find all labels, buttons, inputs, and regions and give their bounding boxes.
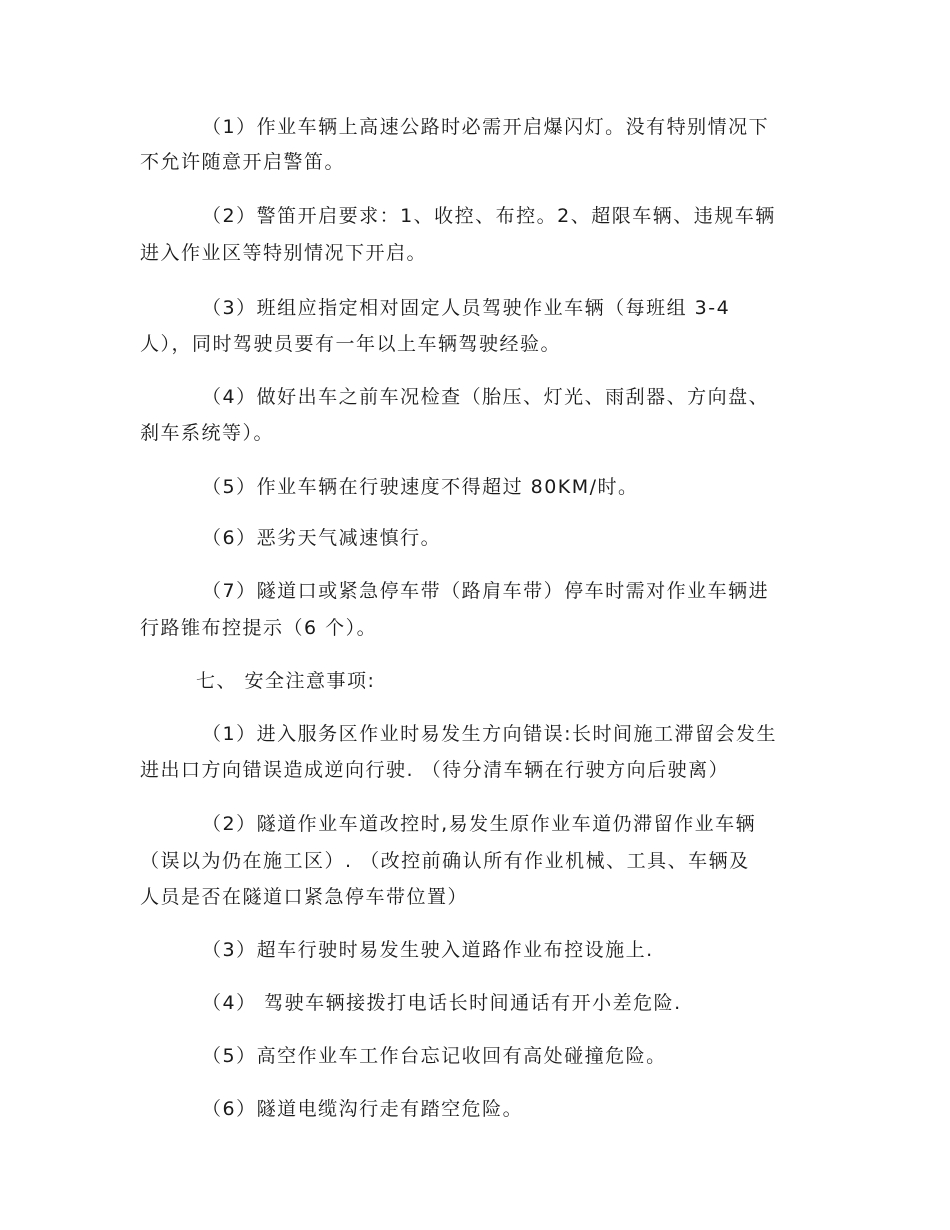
text-line: 刹车系统等）。	[140, 422, 275, 444]
text-line: （5）高空作业车工作台忘记收回有高处碰撞危险。	[202, 1045, 667, 1067]
text-line: （4） 驾驶车辆接拨打电话长时间通话有开小差危险.	[202, 992, 682, 1014]
section-heading: 七、 安全注意事项:	[196, 670, 376, 692]
text-line: （1）作业车辆上高速公路时必需开启爆闪灯。没有特别情况下	[202, 116, 770, 138]
text-line: （7）隧道口或紧急停车带（路肩车带）停车时需对作业车辆进	[202, 580, 770, 602]
text-line: （3）班组应指定相对固定人员驾驶作业车辆（每班组 3-4	[202, 297, 731, 319]
text-line: 不允许随意开启警笛。	[140, 151, 346, 173]
text-line: 进入作业区等特别情况下开启。	[140, 242, 428, 264]
text-line: （2）警笛开启要求：1、收控、布控。2、超限车辆、违规车辆	[202, 205, 776, 227]
text-line: （4）做好出车之前车况检查（胎压、灯光、雨刮器、方向盘、	[202, 386, 770, 408]
text-line: （6）隧道电缆沟行走有踏空危险。	[202, 1098, 524, 1120]
text-line: 人），同时驾驶员要有一年以上车辆驾驶经验。	[140, 333, 562, 355]
text-line: （5）作业车辆在行驶速度不得超过 80KM/时。	[202, 476, 639, 498]
text-line: 行路锥布控提示（6 个）。	[140, 617, 378, 639]
text-line: （误以为仍在施工区）. （改控前确认所有作业机械、工具、车辆及	[140, 850, 750, 872]
text-line: （2）隧道作业车道改控时,易发生原作业车道仍滞留作业车辆	[202, 813, 757, 835]
text-line: 人员是否在隧道口紧急停车带位置）	[140, 886, 469, 908]
text-line: （3）超车行驶时易发生驶入道路作业布控设施上.	[202, 939, 654, 961]
text-line: （6）恶劣天气减速慎行。	[202, 527, 442, 549]
text-line: 进出口方向错误造成逆向行驶. （待分清车辆在行驶方向后驶离）	[140, 759, 730, 781]
text-line: （1）进入服务区作业时易发生方向错误:长时间施工滞留会发生	[202, 723, 777, 745]
